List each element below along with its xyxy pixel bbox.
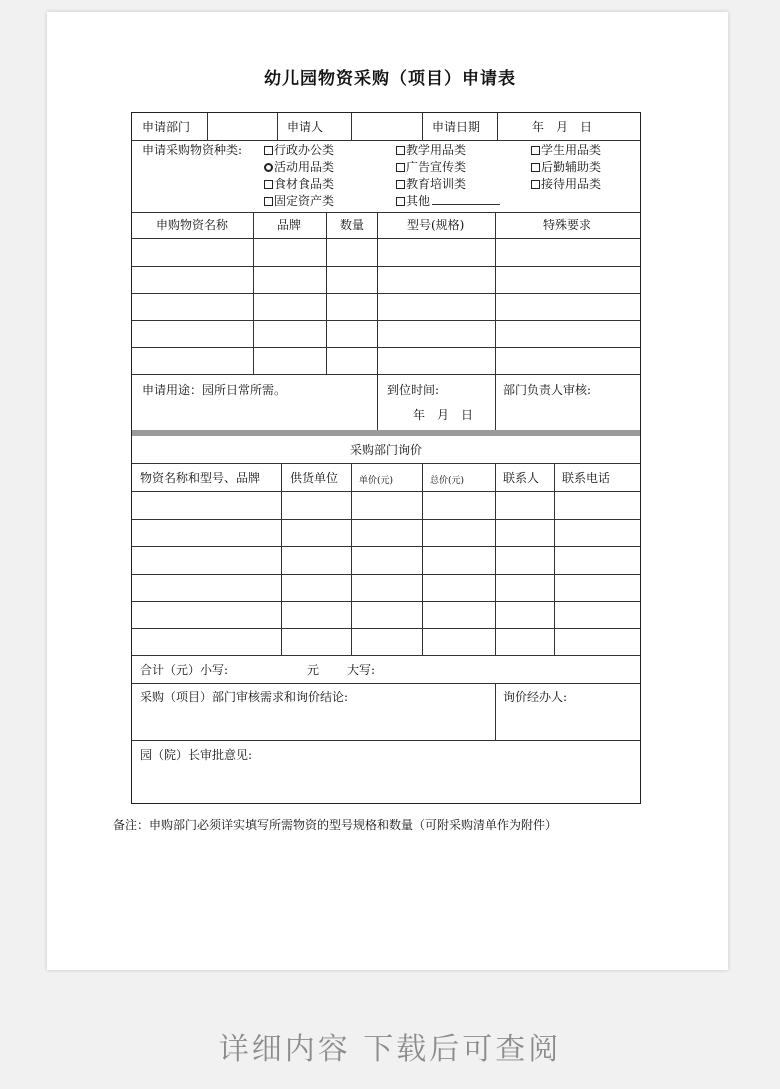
category-option[interactable]: 食材食品类 [264, 177, 334, 191]
checkbox-icon [396, 180, 405, 189]
category-option[interactable]: 学生用品类 [531, 143, 601, 157]
checkbox-icon [396, 146, 405, 155]
category-option[interactable]: 教育培训类 [396, 177, 466, 191]
items-header-name: 申购物资名称 [156, 218, 229, 232]
checkbox-icon [396, 163, 405, 172]
download-hint: 详细内容 下载后可查阅 [218, 1032, 562, 1067]
review-label: 部门负责人审核: [503, 383, 592, 397]
date-value: 年 月 日 [532, 120, 593, 134]
category-option[interactable]: 其他 [396, 194, 500, 208]
category-option[interactable]: 活动用品类 [264, 160, 334, 174]
application-form [131, 112, 641, 804]
category-option[interactable]: 教学用品类 [396, 143, 466, 157]
arrival-value: 年 月 日 [413, 408, 474, 422]
checkbox-icon [531, 180, 540, 189]
inquiry-header-item: 物资名称和型号、品牌 [140, 471, 261, 485]
items-header-special: 特殊要求 [543, 218, 592, 232]
dept-label: 申请部门 [142, 120, 191, 134]
category-option[interactable]: 后勤辅助类 [531, 160, 601, 174]
checkbox-icon [264, 146, 273, 155]
checkbox-icon [531, 146, 540, 155]
conclusion-label: 采购（项目）部门审核需求和询价结论: [140, 690, 349, 704]
category-label: 申请采购物资种类: [142, 143, 243, 157]
inquiry-header-contact: 联系人 [503, 471, 540, 485]
category-option[interactable]: 行政办公类 [264, 143, 334, 157]
agent-label: 询价经办人: [503, 690, 568, 704]
total-label: 合计（元）小写: [140, 663, 229, 677]
arrival-label: 到位时间: [387, 383, 440, 397]
category-option[interactable]: 接待用品类 [531, 177, 601, 191]
inquiry-header-unit-price: 单价(元) [359, 476, 394, 486]
inquiry-title: 采购部门询价 [349, 443, 422, 457]
checkbox-icon [264, 197, 273, 206]
category-option[interactable]: 广告宣传类 [396, 160, 466, 174]
usage-label: 申请用途：园所日常所需。 [142, 383, 287, 397]
total-yuan: 元 [307, 663, 320, 677]
form-title: 幼儿园物资采购（项目）申请表 [264, 69, 516, 89]
inquiry-header-supplier: 供货单位 [290, 471, 339, 485]
items-header-model: 型号(规格) [407, 218, 465, 232]
category-option[interactable]: 固定资产类 [264, 194, 334, 208]
other-blank[interactable] [432, 204, 500, 205]
items-header-qty: 数量 [340, 218, 365, 232]
form-note: 备注：申购部门必须详实填写所需物资的型号规格和数量（可附采购清单作为附件） [113, 818, 558, 832]
inquiry-header-phone: 联系电话 [562, 471, 611, 485]
items-header-brand: 品牌 [277, 218, 302, 232]
checkbox-icon [531, 163, 540, 172]
radio-selected-icon [264, 163, 273, 172]
checkbox-icon [264, 180, 273, 189]
date-label: 申请日期 [432, 120, 481, 134]
checkbox-icon [396, 197, 405, 206]
approval-label: 园（院）长审批意见: [140, 748, 253, 762]
total-upper-label: 大写: [347, 663, 376, 677]
applicant-label: 申请人 [287, 120, 324, 134]
inquiry-header-total-price: 总价(元) [430, 476, 465, 486]
